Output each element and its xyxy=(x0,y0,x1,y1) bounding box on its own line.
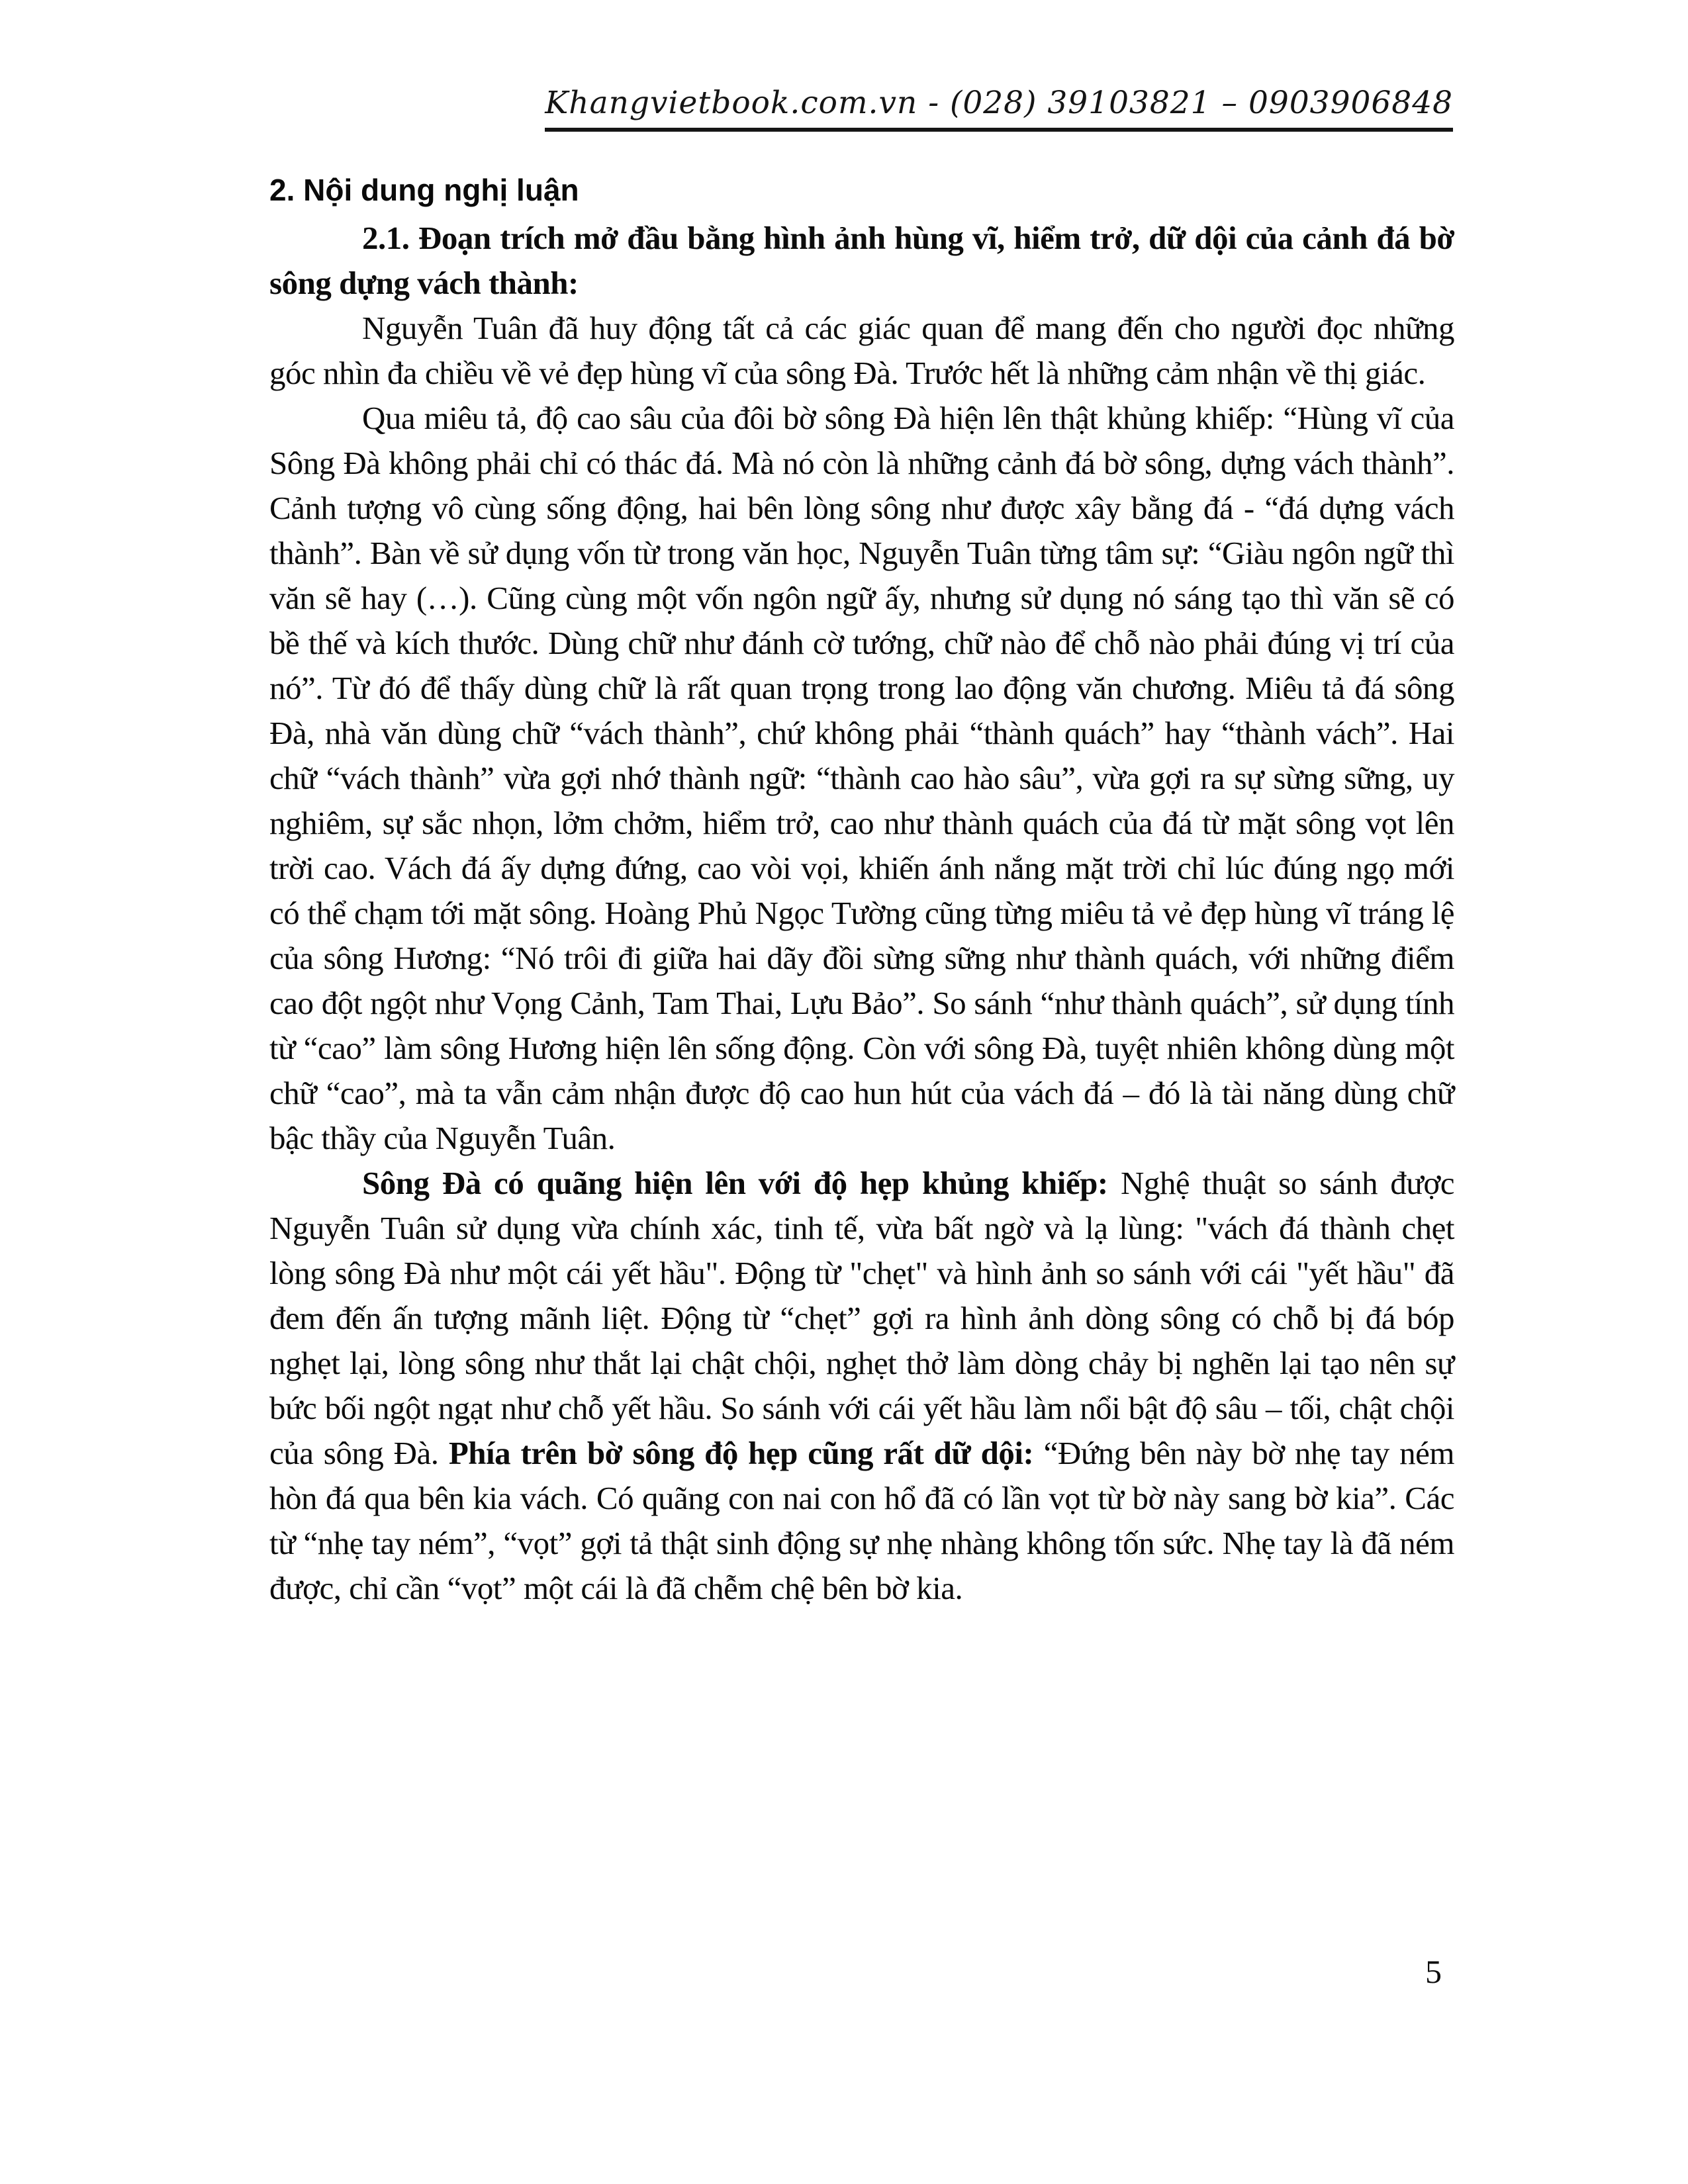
document-content xyxy=(269,167,1454,1611)
page-header xyxy=(545,85,1453,132)
page-number: 5 xyxy=(1425,1953,1442,1990)
text-run: Nghệ thuật so sánh được Nguyễn Tuân sử dụng vừa chính xác, tinh tế, vừa bất ngờ và lạ lùng: "vách đá thành chẹt lòng sông Đà như một cái yết hầu". Động từ "chẹt" và hình ảnh so sánh với cái "yết hầu" đã đem đến ấn tượng mãnh liệt. Động từ “chẹt” gợi ra hình ảnh dòng sông có chỗ bị đá bóp nghẹt lại, lòng sông như thắt lại chật chội, nghẹt thở làm dòng chảy bị nghẽn lại tạo nên sự bức bối ngột ngạt như chỗ yết hầu. So sánh với cái yết hầu làm nổi bật độ sâu – tối, chật chội của sông Đà. xyxy=(269,1165,1455,1471)
subsection-heading xyxy=(269,216,1454,306)
text-run: Qua miêu tả, độ cao sâu của đôi bờ sông Đà hiện lên thật khủng khiếp: “Hùng vĩ của Sông Đà không phải chỉ có thác đá. Mà nó còn là những cảnh đá bờ sông, dựng vách thành”. Cảnh tượng vô cùng sống động, hai bên lòng sông như được xây bằng đá - “đá dựng vách thành”. Bàn về sử dụng vốn từ trong văn học, Nguyễn Tuân từng tâm sự: “Giàu ngôn ngữ thì văn sẽ hay (…). Cũng cùng một vốn ngôn ngữ ấy, nhưng sử dụng nó sáng tạo thì văn sẽ có bề thế và kích thước. Dùng chữ như đánh cờ tướng, chữ nào để chỗ nào phải đúng vị trí của nó”. Từ đó để thấy dùng chữ là rất quan trọng trong lao động văn chương. Miêu tả đá sông Đà, nhà văn dùng chữ “vách thành”, chứ không phải “thành quách” hay “thành vách”. Hai chữ “vách thành” vừa gợi nhớ thành ngữ: “thành cao hào sâu”, vừa gợi ra sự sừng sững, uy nghiêm, sự sắc nhọn, lởm chởm, hiểm trở, cao như thành quách của đá từ mặt sông vọt lên trời cao. Vách đá ấy dựng đứng, cao vòi vọi, khiến ánh nắng mặt trời chỉ lúc đúng ngọ mới có thể chạm tới mặt sông. Hoàng Phủ Ngọc Tường cũng từng miêu tả vẻ đẹp hùng vĩ tráng lệ của sông Hương: “Nó trôi đi giữa hai dãy đồi sừng sững như thành quách, với những điểm cao đột ngột như Vọng Cảnh, Tam Thai, Lựu Bảo”. So sánh “như thành quách”, sử dụng tính từ “cao” làm sông Hương hiện lên sống động. Còn với sông Đà, tuyệt nhiên không dùng một chữ “cao”, mà ta vẫn cảm nhận được độ cao hun hút của vách đá – đó là tài năng dùng chữ bậc thầy của Nguyễn Tuân. xyxy=(269,400,1454,1156)
body-paragraph xyxy=(269,306,1454,396)
header-website-phone: Khangvietbook.com.vn - (028) 39103821 – 0903906848 xyxy=(545,85,1453,132)
text-run: Nguyễn Tuân đã huy động tất cả các giác quan để mang đến cho người đọc những góc nhìn đa chiều về vẻ đẹp hùng vĩ của sông Đà. Trước hết là những cảm nhận về thị giác. xyxy=(269,310,1454,391)
bold-text-run: 2.1. Đoạn trích mở đầu bằng hình ảnh hùng vĩ, hiểm trở, dữ dội của cảnh đá bờ sông dựng vách thành: xyxy=(269,220,1454,301)
bold-text-run: Phía trên bờ sông độ hẹp cũng rất dữ dội: xyxy=(448,1435,1044,1471)
section-heading: 2. Nội dung nghị luận xyxy=(269,173,579,207)
paragraphs-container xyxy=(269,216,1454,1611)
body-paragraph xyxy=(269,1161,1454,1611)
bold-text-run: Sông Đà có quãng hiện lên với độ hẹp khủng khiếp: xyxy=(362,1165,1121,1201)
body-paragraph xyxy=(269,396,1454,1161)
text-run: “Đứng bên này bờ nhẹ tay ném hòn đá qua bên kia vách. Có quãng con nai con hổ đã có lần vọt từ bờ này sang bờ kia”. Các từ “nhẹ tay ném”, “vọt” gợi tả thật sinh động sự nhẹ nhàng không tốn sức. Nhẹ tay là đã ném được, chỉ cần “vọt” một cái là đã chễm chệ bên bờ kia. xyxy=(269,1435,1454,1606)
